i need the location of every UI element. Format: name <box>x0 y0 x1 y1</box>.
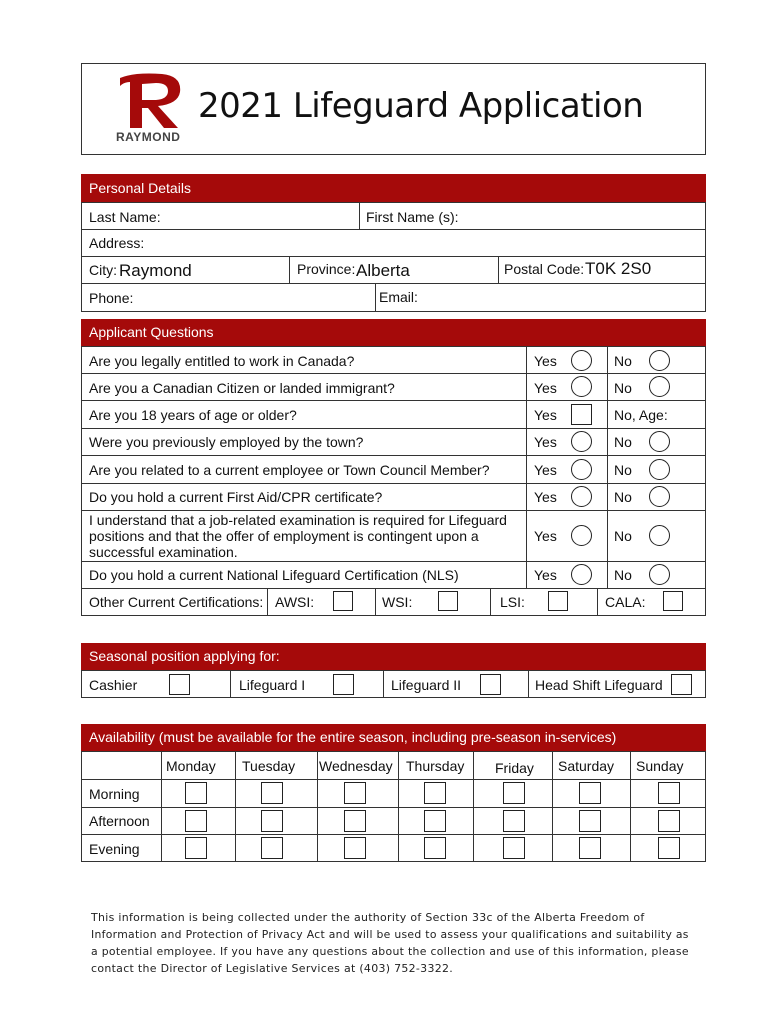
no-label: No <box>614 434 632 450</box>
no-label: No <box>614 489 632 505</box>
question-row <box>81 374 706 401</box>
no-radio[interactable] <box>649 525 670 546</box>
personal-section-title: Personal Details <box>89 180 191 196</box>
availability-checkbox[interactable] <box>579 810 601 832</box>
day-tuesday: Tuesday <box>242 758 296 774</box>
yes-label: Yes <box>534 434 557 450</box>
availability-checkbox[interactable] <box>424 810 446 832</box>
first-name-label: First Name (s): <box>366 209 459 225</box>
yes-radio[interactable] <box>571 431 592 452</box>
no-label: No <box>614 353 632 369</box>
availability-checkbox[interactable] <box>424 782 446 804</box>
cala-label: CALA: <box>605 594 646 610</box>
yes-label: Yes <box>534 462 557 478</box>
name-row <box>81 202 706 230</box>
question-text-line: positions and that the offer of employment is contingent upon a <box>89 528 479 544</box>
other-certifications-label: Other Current Certifications: <box>89 594 264 610</box>
privacy-notice-line: a potential employee. If you have any questions about the collection and use of this information, please <box>91 945 689 958</box>
questions-section-title: Applicant Questions <box>89 324 214 340</box>
question-text-line: successful examination. <box>89 544 238 560</box>
question-row <box>81 346 706 374</box>
question-row <box>81 511 706 562</box>
yes-radio[interactable] <box>571 459 592 480</box>
privacy-notice <box>91 909 691 977</box>
question-text: Were you previously employed by the town? <box>89 434 364 450</box>
question-text: Are you 18 years of age or older? <box>89 407 297 423</box>
postal-code-label: Postal Code: <box>504 261 585 277</box>
position-head-shift-checkbox[interactable] <box>671 674 692 695</box>
position-lifeguard2-checkbox[interactable] <box>480 674 501 695</box>
position-lifeguard1-checkbox[interactable] <box>333 674 354 695</box>
availability-checkbox[interactable] <box>344 810 366 832</box>
no-radio[interactable] <box>649 486 670 507</box>
personal-section-header <box>81 174 706 202</box>
day-wednesday: Wednesday <box>319 758 393 774</box>
yes-label: Yes <box>534 353 557 369</box>
question-row <box>81 562 706 589</box>
availability-checkbox[interactable] <box>344 837 366 859</box>
no-radio[interactable] <box>649 376 670 397</box>
phone-label: Phone: <box>89 290 134 306</box>
day-saturday: Saturday <box>558 758 615 774</box>
awsi-checkbox[interactable] <box>333 591 353 611</box>
availability-checkbox[interactable] <box>261 810 283 832</box>
raymond-logo-mark <box>114 70 194 130</box>
no-label: No <box>614 462 632 478</box>
day-sunday: Sunday <box>636 758 684 774</box>
question-text: Do you hold a current First Aid/CPR certificate? <box>89 489 383 505</box>
position-lifeguard1-label: Lifeguard I <box>239 677 306 693</box>
question-row <box>81 456 706 484</box>
phone-row <box>81 284 706 312</box>
availability-checkbox[interactable] <box>579 837 601 859</box>
yes-label: Yes <box>534 489 557 505</box>
availability-checkbox[interactable] <box>261 782 283 804</box>
availability-checkbox[interactable] <box>185 837 207 859</box>
availability-checkbox[interactable] <box>185 782 207 804</box>
question-row <box>81 484 706 511</box>
availability-grid <box>81 751 706 862</box>
question-row <box>81 401 706 429</box>
awsi-label: AWSI: <box>275 594 315 610</box>
availability-checkbox[interactable] <box>579 782 601 804</box>
no-radio[interactable] <box>649 350 670 371</box>
time-evening: Evening <box>89 841 140 857</box>
lsi-checkbox[interactable] <box>548 591 568 611</box>
question-text: Are you legally entitled to work in Canada? <box>89 353 355 369</box>
yes-radio[interactable] <box>571 525 592 546</box>
province-label: Province: <box>297 261 356 277</box>
privacy-notice-line: contact the Director of Legislative Services at (403) 752-3322. <box>91 962 454 975</box>
province-value[interactable]: Alberta <box>356 261 410 280</box>
availability-checkbox[interactable] <box>658 810 680 832</box>
question-text: Do you hold a current National Lifeguard Certification (NLS) <box>89 567 459 583</box>
lsi-label: LSI: <box>500 594 525 610</box>
availability-checkbox[interactable] <box>185 810 207 832</box>
no-label: No <box>614 567 632 583</box>
question-text: Are you related to a current employee or Town Council Member? <box>89 462 490 478</box>
yes-label: Yes <box>534 528 557 544</box>
availability-checkbox[interactable] <box>503 782 525 804</box>
privacy-notice-line: Information and Protection of Privacy Act and will be used to assess your qualifications and suitability as <box>91 928 689 941</box>
availability-checkbox[interactable] <box>658 782 680 804</box>
time-morning: Morning <box>89 786 140 802</box>
position-cashier-label: Cashier <box>89 677 138 693</box>
no-age-label: No, Age: <box>614 407 668 423</box>
no-label: No <box>614 380 632 396</box>
no-radio[interactable] <box>649 431 670 452</box>
no-radio[interactable] <box>649 459 670 480</box>
availability-checkbox[interactable] <box>658 837 680 859</box>
position-lifeguard2-label: Lifeguard II <box>391 677 462 693</box>
raymond-logo <box>114 70 194 150</box>
title-box <box>81 63 706 155</box>
yes-radio[interactable] <box>571 486 592 507</box>
availability-checkbox[interactable] <box>424 837 446 859</box>
logo-text: RAYMOND <box>116 130 181 144</box>
postal-code-value[interactable]: T0K 2S0 <box>585 259 652 278</box>
questions-section-header <box>81 319 706 346</box>
day-monday: Monday <box>166 758 216 774</box>
address-row <box>81 230 706 257</box>
certifications-row <box>81 589 706 616</box>
email-label: Email: <box>379 289 418 305</box>
day-friday: Friday <box>495 760 534 776</box>
yes-radio[interactable] <box>571 376 592 397</box>
city-value[interactable]: Raymond <box>119 261 192 280</box>
yes-label: Yes <box>534 407 557 423</box>
yes-label: Yes <box>534 380 557 396</box>
position-cashier-checkbox[interactable] <box>169 674 190 695</box>
time-afternoon: Afternoon <box>89 813 150 829</box>
day-thursday: Thursday <box>406 758 465 774</box>
question-text: Are you a Canadian Citizen or landed immigrant? <box>89 380 395 396</box>
yes-radio[interactable] <box>571 350 592 371</box>
seasonal-section-title: Seasonal position applying for: <box>89 648 280 664</box>
no-label: No <box>614 528 632 544</box>
privacy-notice-line: This information is being collected under the authority of Section 33c of the Alberta Freedom of <box>91 911 645 924</box>
availability-checkbox[interactable] <box>503 837 525 859</box>
wsi-checkbox[interactable] <box>438 591 458 611</box>
cala-checkbox[interactable] <box>663 591 683 611</box>
yes-label: Yes <box>534 567 557 583</box>
availability-section-title: Availability (must be available for the entire season, including pre-season in-services) <box>89 729 617 745</box>
last-name-label: Last Name: <box>89 209 161 225</box>
yes-radio[interactable] <box>571 564 592 585</box>
positions-row <box>81 670 706 698</box>
address-label: Address: <box>89 235 145 251</box>
position-head-shift-label: Head Shift Lifeguard <box>535 677 663 693</box>
question-text-line: I understand that a job-related examination is required for Lifeguard <box>89 512 507 528</box>
availability-checkbox[interactable] <box>261 837 283 859</box>
city-row <box>81 257 706 284</box>
city-label: City: <box>89 262 117 278</box>
availability-checkbox[interactable] <box>344 782 366 804</box>
page-title: 2021 Lifeguard Application <box>198 86 644 126</box>
no-radio[interactable] <box>649 564 670 585</box>
yes-checkbox[interactable] <box>571 404 592 425</box>
availability-section-header <box>81 724 706 751</box>
seasonal-section-header <box>81 643 706 670</box>
availability-checkbox[interactable] <box>503 810 525 832</box>
question-row <box>81 429 706 456</box>
wsi-label: WSI: <box>382 594 413 610</box>
